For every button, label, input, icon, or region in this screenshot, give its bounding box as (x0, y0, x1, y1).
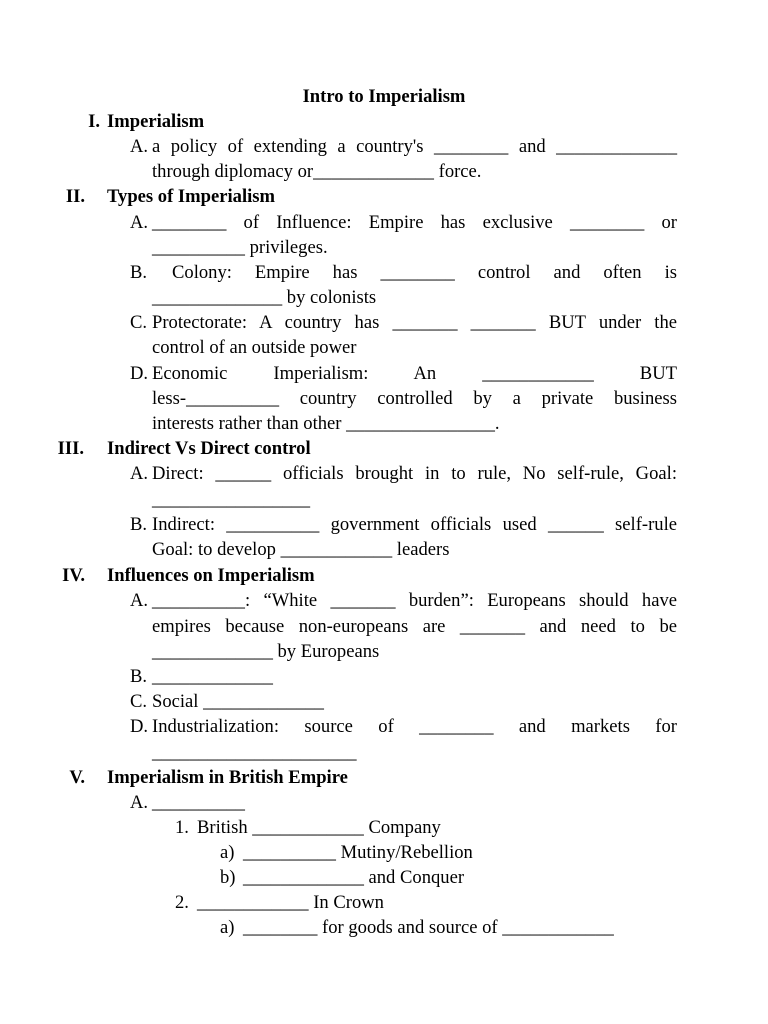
subsubitem-text: __________ Mutiny/Rebellion (243, 842, 473, 863)
section-number-v: V. (69, 767, 85, 788)
subitem-text: ____________ In Crown (197, 892, 384, 913)
item-marker: A. (130, 590, 149, 611)
item-text: Indirect: __________ government officials used ______ self-rule (152, 514, 677, 535)
section-number-iii: III. (57, 438, 84, 459)
section-heading-british-empire: Imperialism in British Empire (107, 767, 348, 788)
item-marker: A. (130, 212, 149, 233)
subsubitem-text: ________ for goods and source of ____________ (243, 917, 614, 938)
item-marker: B. (130, 666, 148, 687)
section-heading-types: Types of Imperialism (107, 186, 276, 207)
section-heading-control: Indirect Vs Direct control (107, 438, 311, 459)
item-text: __________: “White _______ burden”: Europeans should have (152, 590, 677, 611)
subitem-text: British ____________ Company (197, 817, 441, 838)
item-text: Economic Imperialism: An ____________ BUT (152, 363, 677, 384)
item-text: Social _____________ (152, 691, 324, 712)
subsubitem-text: _____________ and Conquer (243, 867, 465, 888)
item-text: Goal: to develop ____________ leaders (152, 539, 450, 560)
section-number-iv: IV. (62, 565, 85, 586)
item-marker: B. (130, 514, 148, 535)
subsubitem-marker: a) (220, 917, 235, 938)
item-marker: A. (130, 463, 149, 484)
item-text: empires because non-europeans are _______ and need to be (152, 616, 677, 637)
subsubitem-marker: a) (220, 842, 235, 863)
item-text: Colony: Empire has ________ control and often is (172, 262, 677, 283)
item-text: a policy of extending a country's ________ and _____________ (152, 136, 677, 157)
section-number-i: I. (88, 111, 100, 132)
item-marker: C. (130, 691, 148, 712)
item-text: Industrialization: source of ________ and markets for (152, 716, 677, 737)
item-text: _________________ (152, 489, 311, 510)
page-title: Intro to Imperialism (302, 86, 466, 107)
subsubitem-marker: b) (220, 867, 236, 888)
subitem-marker: 1. (175, 817, 189, 838)
item-marker: A. (130, 136, 149, 157)
item-text: ______________________ (152, 742, 357, 763)
item-text: interests rather than other ________________. (152, 413, 500, 434)
item-text: ______________ by colonists (152, 287, 377, 308)
item-text: less-__________ country controlled by a private business (152, 388, 677, 409)
section-number-ii: II. (65, 186, 85, 207)
item-marker: D. (130, 363, 149, 384)
item-text: ________ of Influence: Empire has exclusive ________ or (152, 212, 677, 233)
section-heading-influences: Influences on Imperialism (107, 565, 315, 586)
item-text: Protectorate: A country has _______ _______ BUT under the (152, 312, 677, 333)
item-marker: D. (130, 716, 149, 737)
subitem-marker: 2. (175, 892, 189, 913)
item-text: _____________ (152, 666, 273, 687)
item-text: control of an outside power (152, 337, 357, 358)
item-text: through diplomacy or_____________ force. (152, 161, 482, 182)
item-text: __________ (152, 792, 245, 813)
item-text: _____________ by Europeans (152, 641, 380, 662)
item-text: Direct: ______ officials brought in to rule, No self-rule, Goal: (152, 463, 677, 484)
item-marker: B. (130, 262, 148, 283)
item-marker: C. (130, 312, 148, 333)
item-marker: A. (130, 792, 149, 813)
item-text: __________ privileges. (152, 237, 328, 258)
section-heading-imperialism: Imperialism (107, 111, 205, 132)
